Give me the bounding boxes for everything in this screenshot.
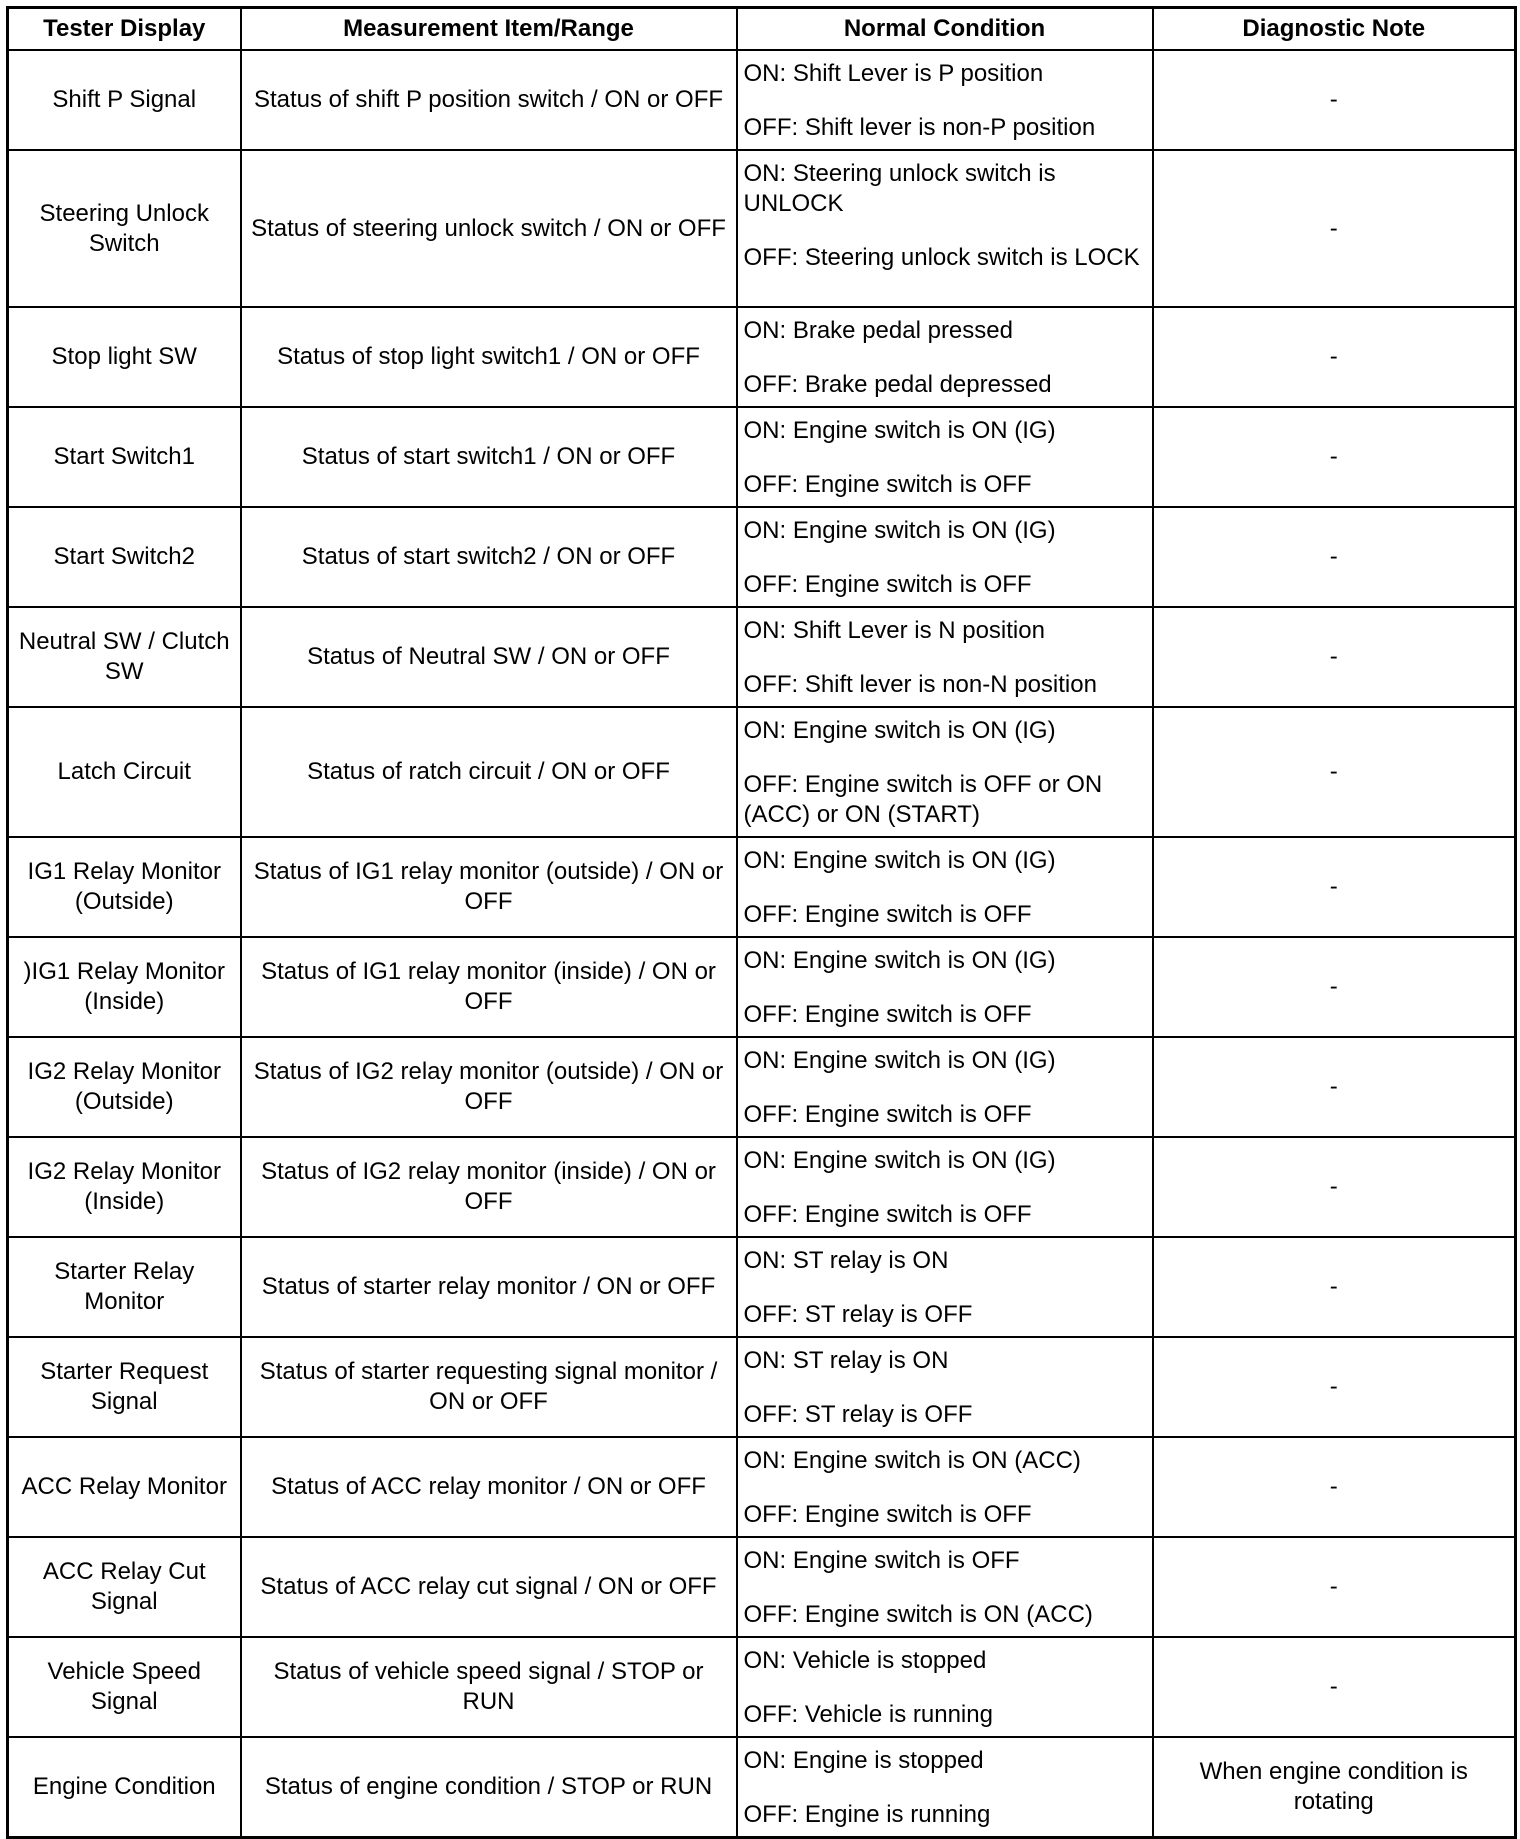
data-list-table-container xyxy=(6,6,1514,1839)
normal-condition-cell xyxy=(737,407,1153,507)
condition-on-text: ON: Brake pedal pressed xyxy=(743,317,1013,344)
normal-condition-cell xyxy=(737,1437,1153,1537)
header-normal-condition: Normal Condition xyxy=(737,8,1153,51)
tester-display-cell: Shift P Signal xyxy=(8,50,241,150)
normal-condition-cell xyxy=(737,307,1153,407)
normal-condition-cell xyxy=(737,1737,1153,1838)
tester-display-cell: Start Switch2 xyxy=(8,507,241,607)
normal-condition-cell xyxy=(737,1337,1153,1437)
condition-on-text: ON: Engine switch is ON (ACC) xyxy=(743,1447,1081,1474)
table-row xyxy=(8,407,1516,507)
diagnostic-note-cell: - xyxy=(1153,1237,1516,1337)
condition-on-text: ON: Steering unlock switch is UNLOCK xyxy=(743,160,1056,217)
normal-condition-cell xyxy=(737,1137,1153,1237)
data-list-table xyxy=(6,6,1517,1839)
normal-condition-cell xyxy=(737,1037,1153,1137)
normal-condition-cell xyxy=(737,1237,1153,1337)
condition-on-text: ON: Engine is stopped xyxy=(743,1747,984,1774)
diagnostic-note-cell: - xyxy=(1153,1637,1516,1737)
condition-spacer xyxy=(744,1476,1146,1500)
table-row xyxy=(8,307,1516,407)
diagnostic-note-cell: - xyxy=(1153,607,1516,707)
condition-off-text: OFF: Engine switch is OFF xyxy=(743,571,1032,598)
measurement-item-cell: Status of steering unlock switch / ON or OFF xyxy=(241,150,737,307)
condition-off-text: OFF: Vehicle is running xyxy=(743,1701,993,1728)
measurement-item-cell: Status of engine condition / STOP or RUN xyxy=(241,1737,737,1838)
normal-condition-cell xyxy=(737,937,1153,1037)
normal-condition-cell xyxy=(737,607,1153,707)
condition-on-text: ON: Engine switch is ON (IG) xyxy=(743,517,1056,544)
condition-spacer xyxy=(744,219,1146,243)
diagnostic-note-cell: When engine condition is rotating xyxy=(1153,1737,1516,1838)
condition-spacer xyxy=(744,446,1146,470)
table-row xyxy=(8,150,1516,307)
diagnostic-note-cell: - xyxy=(1153,837,1516,937)
tester-display-cell: IG2 Relay Monitor (Inside) xyxy=(8,1137,241,1237)
diagnostic-note-cell: - xyxy=(1153,1537,1516,1637)
condition-off-text: OFF: Shift lever is non-N position xyxy=(743,671,1097,698)
measurement-item-cell: Status of ratch circuit / ON or OFF xyxy=(241,707,737,837)
table-row xyxy=(8,1137,1516,1237)
table-row xyxy=(8,507,1516,607)
table-row xyxy=(8,1537,1516,1637)
condition-on-text: ON: ST relay is ON xyxy=(743,1347,949,1374)
tester-display-cell: IG1 Relay Monitor (Outside) xyxy=(8,837,241,937)
tester-display-cell: Engine Condition xyxy=(8,1737,241,1838)
tester-display-cell: ACC Relay Monitor xyxy=(8,1437,241,1537)
condition-on-text: ON: Engine switch is ON (IG) xyxy=(743,717,1056,744)
diagnostic-note-cell: - xyxy=(1153,1037,1516,1137)
condition-off-text: OFF: Steering unlock switch is LOCK xyxy=(743,244,1140,271)
measurement-item-cell: Status of Neutral SW / ON or OFF xyxy=(241,607,737,707)
condition-spacer xyxy=(744,1776,1146,1800)
table-row xyxy=(8,1437,1516,1537)
measurement-item-cell: Status of vehicle speed signal / STOP or RUN xyxy=(241,1637,737,1737)
condition-off-text: OFF: Brake pedal depressed xyxy=(743,371,1052,398)
condition-spacer xyxy=(744,1376,1146,1400)
condition-spacer xyxy=(744,976,1146,1000)
condition-on-text: ON: Engine switch is ON (IG) xyxy=(743,847,1056,874)
condition-off-text: OFF: Engine is running xyxy=(743,1801,991,1828)
table-row xyxy=(8,837,1516,937)
condition-on-text: ON: Engine switch is ON (IG) xyxy=(743,1147,1056,1174)
condition-off-text: OFF: Engine switch is OFF xyxy=(743,1001,1032,1028)
measurement-item-cell: Status of IG2 relay monitor (outside) / ON or OFF xyxy=(241,1037,737,1137)
condition-on-text: ON: Shift Lever is P position xyxy=(743,60,1044,87)
tester-display-cell: )IG1 Relay Monitor (Inside) xyxy=(8,937,241,1037)
measurement-item-cell: Status of ACC relay cut signal / ON or OFF xyxy=(241,1537,737,1637)
condition-off-text: OFF: Engine switch is OFF xyxy=(743,1101,1032,1128)
condition-off-text: OFF: Engine switch is OFF xyxy=(743,901,1032,928)
condition-spacer xyxy=(744,1676,1146,1700)
condition-spacer xyxy=(744,89,1146,113)
condition-on-text: ON: Engine switch is ON (IG) xyxy=(743,1047,1056,1074)
normal-condition-cell xyxy=(737,1637,1153,1737)
normal-condition-cell xyxy=(737,707,1153,837)
tester-display-cell: Start Switch1 xyxy=(8,407,241,507)
tester-display-cell: Latch Circuit xyxy=(8,707,241,837)
condition-spacer xyxy=(744,546,1146,570)
table-row xyxy=(8,937,1516,1037)
tester-display-cell: IG2 Relay Monitor (Outside) xyxy=(8,1037,241,1137)
diagnostic-note-cell: - xyxy=(1153,307,1516,407)
normal-condition-cell xyxy=(737,150,1153,307)
table-row xyxy=(8,50,1516,150)
condition-off-text: OFF: Engine switch is OFF or ON (ACC) or ON (START) xyxy=(743,771,1103,828)
measurement-item-cell: Status of shift P position switch / ON or OFF xyxy=(241,50,737,150)
diagnostic-note-cell: - xyxy=(1153,707,1516,837)
diagnostic-note-cell: - xyxy=(1153,407,1516,507)
tester-display-cell: Vehicle Speed Signal xyxy=(8,1637,241,1737)
header-diagnostic-note: Diagnostic Note xyxy=(1153,8,1516,51)
condition-on-text: ON: Engine switch is OFF xyxy=(743,1547,1020,1574)
table-row xyxy=(8,1737,1516,1838)
table-row xyxy=(8,1337,1516,1437)
measurement-item-cell: Status of IG1 relay monitor (outside) / ON or OFF xyxy=(241,837,737,937)
normal-condition-cell xyxy=(737,1537,1153,1637)
table-row xyxy=(8,1037,1516,1137)
condition-spacer xyxy=(744,876,1146,900)
condition-off-text: OFF: Shift lever is non-P position xyxy=(743,114,1096,141)
condition-spacer xyxy=(744,346,1146,370)
diagnostic-note-cell: - xyxy=(1153,150,1516,307)
condition-on-text: ON: Vehicle is stopped xyxy=(743,1647,987,1674)
table-row xyxy=(8,1237,1516,1337)
condition-off-text: OFF: Engine switch is OFF xyxy=(743,1501,1032,1528)
measurement-item-cell: Status of IG1 relay monitor (inside) / ON or OFF xyxy=(241,937,737,1037)
tester-display-cell: Starter Relay Monitor xyxy=(8,1237,241,1337)
condition-spacer xyxy=(744,746,1146,770)
header-tester-display: Tester Display xyxy=(8,8,241,51)
normal-condition-cell xyxy=(737,50,1153,150)
measurement-item-cell: Status of stop light switch1 / ON or OFF xyxy=(241,307,737,407)
tester-display-cell: Stop light SW xyxy=(8,307,241,407)
measurement-item-cell: Status of start switch2 / ON or OFF xyxy=(241,507,737,607)
condition-on-text: ON: Engine switch is ON (IG) xyxy=(743,947,1056,974)
diagnostic-note-cell: - xyxy=(1153,507,1516,607)
condition-spacer xyxy=(744,1276,1146,1300)
condition-on-text: ON: Shift Lever is N position xyxy=(743,617,1045,644)
condition-spacer xyxy=(744,1576,1146,1600)
diagnostic-note-cell: - xyxy=(1153,1437,1516,1537)
tester-display-cell: Neutral SW / Clutch SW xyxy=(8,607,241,707)
measurement-item-cell: Status of ACC relay monitor / ON or OFF xyxy=(241,1437,737,1537)
normal-condition-cell xyxy=(737,507,1153,607)
condition-off-text: OFF: Engine switch is OFF xyxy=(743,471,1032,498)
table-row xyxy=(8,607,1516,707)
diagnostic-note-cell: - xyxy=(1153,1137,1516,1237)
table-row xyxy=(8,707,1516,837)
condition-on-text: ON: Engine switch is ON (IG) xyxy=(743,417,1056,444)
tester-display-cell: ACC Relay Cut Signal xyxy=(8,1537,241,1637)
condition-off-text: OFF: Engine switch is OFF xyxy=(743,1201,1032,1228)
table-row xyxy=(8,1637,1516,1737)
measurement-item-cell: Status of IG2 relay monitor (inside) / ON or OFF xyxy=(241,1137,737,1237)
condition-on-text: ON: ST relay is ON xyxy=(743,1247,949,1274)
measurement-item-cell: Status of start switch1 / ON or OFF xyxy=(241,407,737,507)
condition-off-text: OFF: ST relay is OFF xyxy=(743,1401,973,1428)
diagnostic-note-cell: - xyxy=(1153,937,1516,1037)
header-measurement-item: Measurement Item/Range xyxy=(241,8,737,51)
table-header-row xyxy=(8,8,1516,51)
condition-off-text: OFF: Engine switch is ON (ACC) xyxy=(743,1601,1093,1628)
diagnostic-note-cell: - xyxy=(1153,1337,1516,1437)
tester-display-cell: Steering Unlock Switch xyxy=(8,150,241,307)
tester-display-cell: Starter Request Signal xyxy=(8,1337,241,1437)
normal-condition-cell xyxy=(737,837,1153,937)
diagnostic-note-cell: - xyxy=(1153,50,1516,150)
condition-off-text: OFF: ST relay is OFF xyxy=(743,1301,973,1328)
condition-spacer xyxy=(744,1076,1146,1100)
condition-spacer xyxy=(744,646,1146,670)
measurement-item-cell: Status of starter requesting signal monitor / ON or OFF xyxy=(241,1337,737,1437)
condition-spacer xyxy=(744,1176,1146,1200)
measurement-item-cell: Status of starter relay monitor / ON or OFF xyxy=(241,1237,737,1337)
